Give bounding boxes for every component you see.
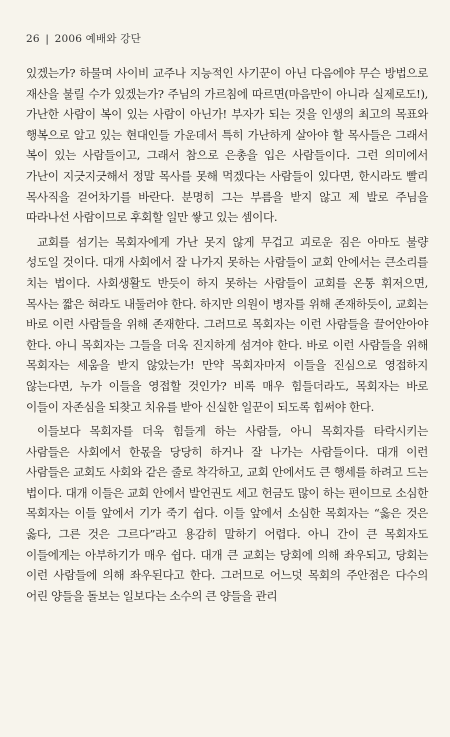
body-text	[26, 63, 428, 606]
paragraph: 있겠는가? 하물며 사이비 교주나 지능적인 사기꾼이 아닌 다음에야 무슨 방법으로 재산을 불릴 수가 있겠는가? 주님의 가르침에 따르면(마음만이 아니라 실제로도!), 가난한 사람이 복이 있는 사람이 아닌가! 부자가 되는 것을 인생의 최고의 목표와 행복으로 알고 있는 현대인들 가운데서 특히 가난하게 살아야 할 목사들은 그래서 복이 있는 사람들이고, 그래서 참으로 은총을 입은 사람들이다. 그런 의미에서 가난이 지긋지긋해서 정말 목사를 못해 먹겠다는 사람들이 있다면, 한시라도 빨리 목사직을 걷어차기를 바란다. 분명히 그는 부름을 받지 않고 제 발로 주님을 따라나선 사람이므로 후회할 일만 쌓고 있는 셈이다.	[26, 66, 428, 225]
paragraph: 이들보다 목회자를 더욱 힘들게 하는 사람들, 아니 목회자를 타락시키는 사람들은 사회에서 한몫을 당당히 하거나 잘 나가는 사람들이다. 대개 이런 사람들은 교회도 사회와 같은 줄로 착각하고, 교회 안에서도 큰 행세를 하려고 드는 법이다. 대개 이들은 교회 안에서 발언권도 세고 헌금도 많이 하는 편이므로 소심한 목회자는 이들 앞에서 기가 죽기 쉽다. 이들 앞에서 소심한 목회자는 “옳은 것은 옳다, 그른 것은 그르다”라고 용감히 말하기 어렵다. 아니 간이 큰 목회자도 이들에게는 아부하기가 매우 쉽다. 대개 큰 교회는 당회에 의해 좌우되고, 당회는 이런 사람들에 의해 좌우된다고 한다. 그러므로 어느덧 목회의 주안점은 다수의 어린 양들을 돌보는 일보다는 소수의 큰 양들을 관리	[26, 424, 428, 603]
paragraph: 교회를 섬기는 목회자에게 가난 못지 않게 무겁고 괴로운 짐은 아마도 불량 성도일 것이다. 대개 사회에서 잘 나가지 못하는 사람들이 교회 안에서는 큰소리를 치는 법이다. 사회생활도 반듯이 하지 못하는 사람들이 교회를 온통 휘저으면, 목사는 짧은 혀라도 내둘러야 한다. 하지만 의원이 병자를 위해 존재하듯이, 교회는 바로 이런 사람들을 위해 존재한다. 그러므로 목회자는 이런 사람들을 끌어안아야 한다. 아니 목회자는 그들을 더욱 진지하게 섬겨야 한다. 바로 이런 사람들을 위해 목회자는 세움을 받지 않았는가! 만약 목회자마저 이들을 진심으로 영접하지 않는다면, 누가 이들을 영접할 것인가? 비록 매우 힘들더라도, 목회자는 바로 이들이 자존심을 되찾고 치유를 받아 신실한 일꾼이 되도록 힘써야 한다.	[26, 234, 428, 414]
page-number: 26	[26, 33, 40, 45]
book-title: 2006 예배와 강단	[54, 33, 141, 45]
header-separator: |	[45, 33, 50, 45]
running-header	[26, 31, 141, 46]
